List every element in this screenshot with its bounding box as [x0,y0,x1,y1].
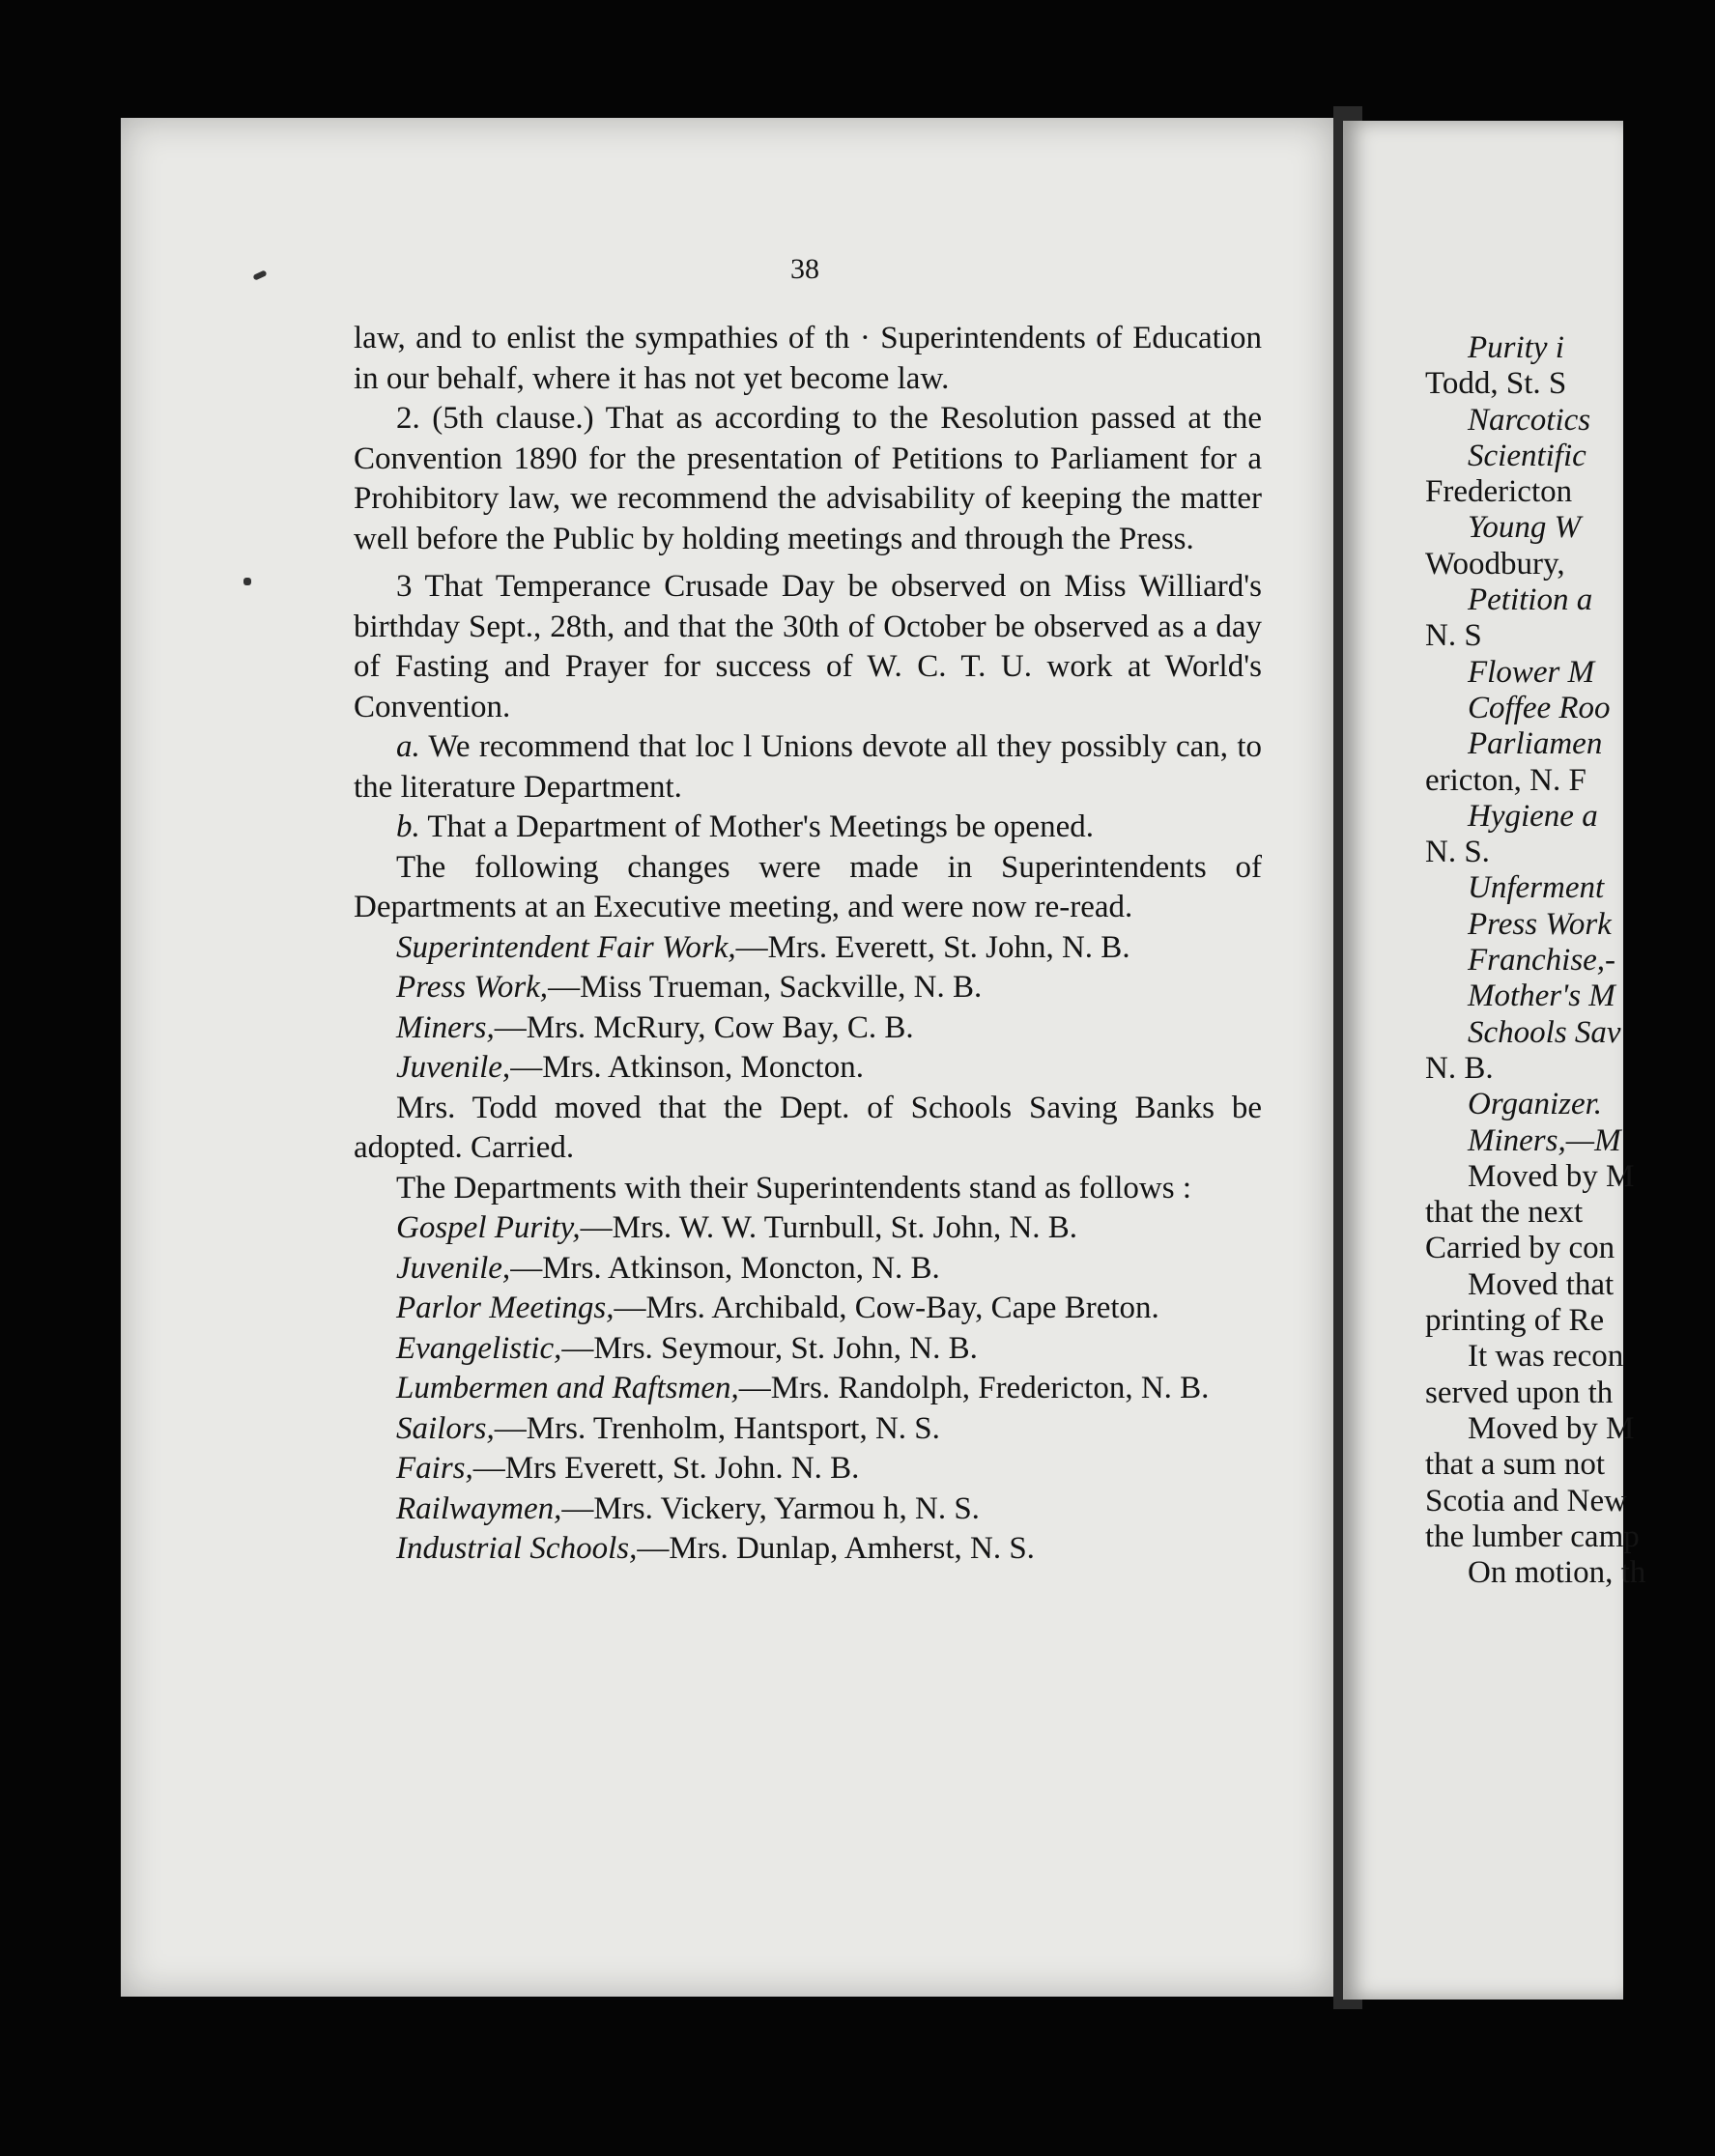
department-entry [354,1489,1262,1530]
right-page-line: that the next [1425,1195,1584,1231]
item-label-b: b. [396,809,420,844]
right-page-line: Narcotics [1468,402,1591,438]
right-page-line: Woodbury, [1425,546,1565,582]
right-page-line: Mother's M [1468,979,1615,1014]
right-page-line: Moved that [1468,1266,1615,1302]
department-name: Miners, [396,1009,495,1045]
right-page-line: Flower M [1468,654,1595,690]
superintendent-name: —Mrs. Atkinson, Moncton, N. B. [510,1250,940,1286]
right-page-line: N. S [1425,618,1482,654]
department-entry [354,1449,1262,1489]
superintendent-name: —Mrs. W. W. Turnbull, St. John, N. B. [580,1210,1078,1245]
change-entry [354,1008,1262,1049]
change-entry [354,928,1262,969]
superintendent-name: —Mrs. Trenholm, Hantsport, N. S. [494,1410,940,1446]
superintendent-name: —Mrs. McRury, Cow Bay, C. B. [494,1009,914,1045]
right-page-line: Hygiene a [1468,798,1598,834]
right-page-line: printing of Re [1425,1303,1605,1339]
item-text-a: We recommend that loc l Unions devote all they possibly can, to the literature Department. [354,729,1262,805]
change-entry [354,968,1262,1008]
superintendent-name: —Mrs. Randolph, Fredericton, N. B. [738,1371,1210,1405]
superintendent-name: —Mrs. Seymour, St. John, N. B. [561,1330,978,1366]
superintendent-name: —Mrs. Archibald, Cow-Bay, Cape Breton. [614,1291,1159,1325]
superintendent-name: —Miss Trueman, Sackville, N. B. [548,970,983,1005]
paragraph-motion: Mrs. Todd moved that the Dept. of Schools Saving Banks be adopted. Carried. [354,1090,1262,1165]
paragraph-changes-intro: The following changes were made in Superintendents of Departments at an Executive meeting, and were now re-read. [354,849,1262,924]
department-name: Railwaymen, [396,1490,562,1526]
department-name: Industrial Schools, [396,1531,638,1566]
department-name: Parlor Meetings, [396,1291,615,1325]
department-entry [354,1369,1262,1409]
right-page-line: Moved by M [1468,1158,1635,1194]
right-page-line: Scotia and New [1425,1483,1627,1518]
right-page-line: N. B. [1425,1050,1494,1086]
page-number: 38 [790,253,819,285]
margin-mark [243,578,251,585]
department-entry [354,1329,1262,1370]
department-name: Sailors, [396,1410,495,1446]
department-name: Lumbermen and Raftsmen, [396,1371,739,1405]
right-page-line: On motion, th [1468,1555,1646,1591]
right-page-line: Parliamen [1468,726,1603,762]
right-page-line: Young W [1468,510,1582,546]
department-name: Fairs, [396,1451,473,1486]
right-page-line: Unferment [1468,870,1605,906]
department-name: Superintendent Fair Work, [396,929,736,965]
right-page-line: Todd, St. S [1425,366,1567,402]
superintendent-name: —Mrs. Everett, St. John, N. B. [735,929,1130,965]
right-page-line: Fredericton [1425,474,1573,510]
department-entry [354,1208,1262,1249]
department-entry [354,1289,1262,1329]
paragraph-3: 3 That Temperance Crusade Day be observed on Miss Williard's birthday Sept., 28th, and that the 30th of October be observed as a day of Fasting and Prayer for success of W. C. T. U. work at World's Convention. [354,569,1262,724]
department-name: Juvenile, [396,1050,511,1085]
superintendent-name: —Mrs Everett, St. John. N. B. [472,1451,860,1486]
superintendent-name: —Mrs. Vickery, Yarmou h, N. S. [561,1490,980,1526]
right-page-line: Scientific [1468,438,1586,473]
right-page-line: Moved by M [1468,1410,1635,1446]
department-entry [354,1409,1262,1450]
right-page-line: that a sum not [1425,1447,1606,1483]
paragraph-a [354,727,1262,808]
department-name: Press Work, [396,970,549,1005]
superintendent-name: —Mrs. Atkinson, Moncton. [510,1050,864,1085]
right-page-line: the lumber camp [1425,1518,1640,1554]
paragraph-1: law, and to enlist the sympathies of th · Superintendents of Education in our behalf, where it has not yet become law. [354,321,1262,396]
item-text-b: That a Department of Mother's Meetings be opened. [419,809,1094,844]
right-page-line: Press Work [1468,906,1612,942]
department-entry [354,1249,1262,1290]
paragraph-2: 2. (5th clause.) That as according to the Resolution passed at the Convention 1890 for the presentation of Petitions to Parliament for a Prohibitory law, we recommend the advisability of keeping the matter well before the Public by holding meetings and through the Press. [354,401,1262,556]
right-page-line: It was recon [1468,1339,1624,1375]
right-page-line: Carried by con [1425,1231,1615,1266]
right-page-line: served upon th [1425,1375,1614,1410]
left-page-text [354,319,1262,1570]
paragraph-b [354,808,1262,848]
right-page-line: Franchise,- [1468,943,1616,979]
item-label-a: a. [396,729,420,764]
change-entry [354,1048,1262,1089]
department-name: Gospel Purity, [396,1210,581,1245]
right-page-line: Petition a [1468,582,1593,618]
right-page-line: Organizer. [1468,1087,1603,1122]
department-name: Evangelistic, [396,1330,562,1366]
department-entry [354,1529,1262,1570]
right-page-line: Coffee Roo [1468,690,1611,725]
right-page-text [1425,330,1715,1591]
right-page-line: N. S. [1425,835,1490,870]
right-page-line: Miners,—M [1468,1122,1621,1158]
right-page-line: Purity i [1468,330,1564,365]
paragraph-departments-intro: The Departments with their Superintendents stand as follows : [396,1170,1192,1206]
right-page-line: Schools Sav [1468,1014,1621,1050]
department-name: Juvenile, [396,1250,511,1286]
superintendent-name: —Mrs. Dunlap, Amherst, N. S. [637,1531,1035,1566]
right-page-line: ericton, N. F [1425,762,1586,798]
